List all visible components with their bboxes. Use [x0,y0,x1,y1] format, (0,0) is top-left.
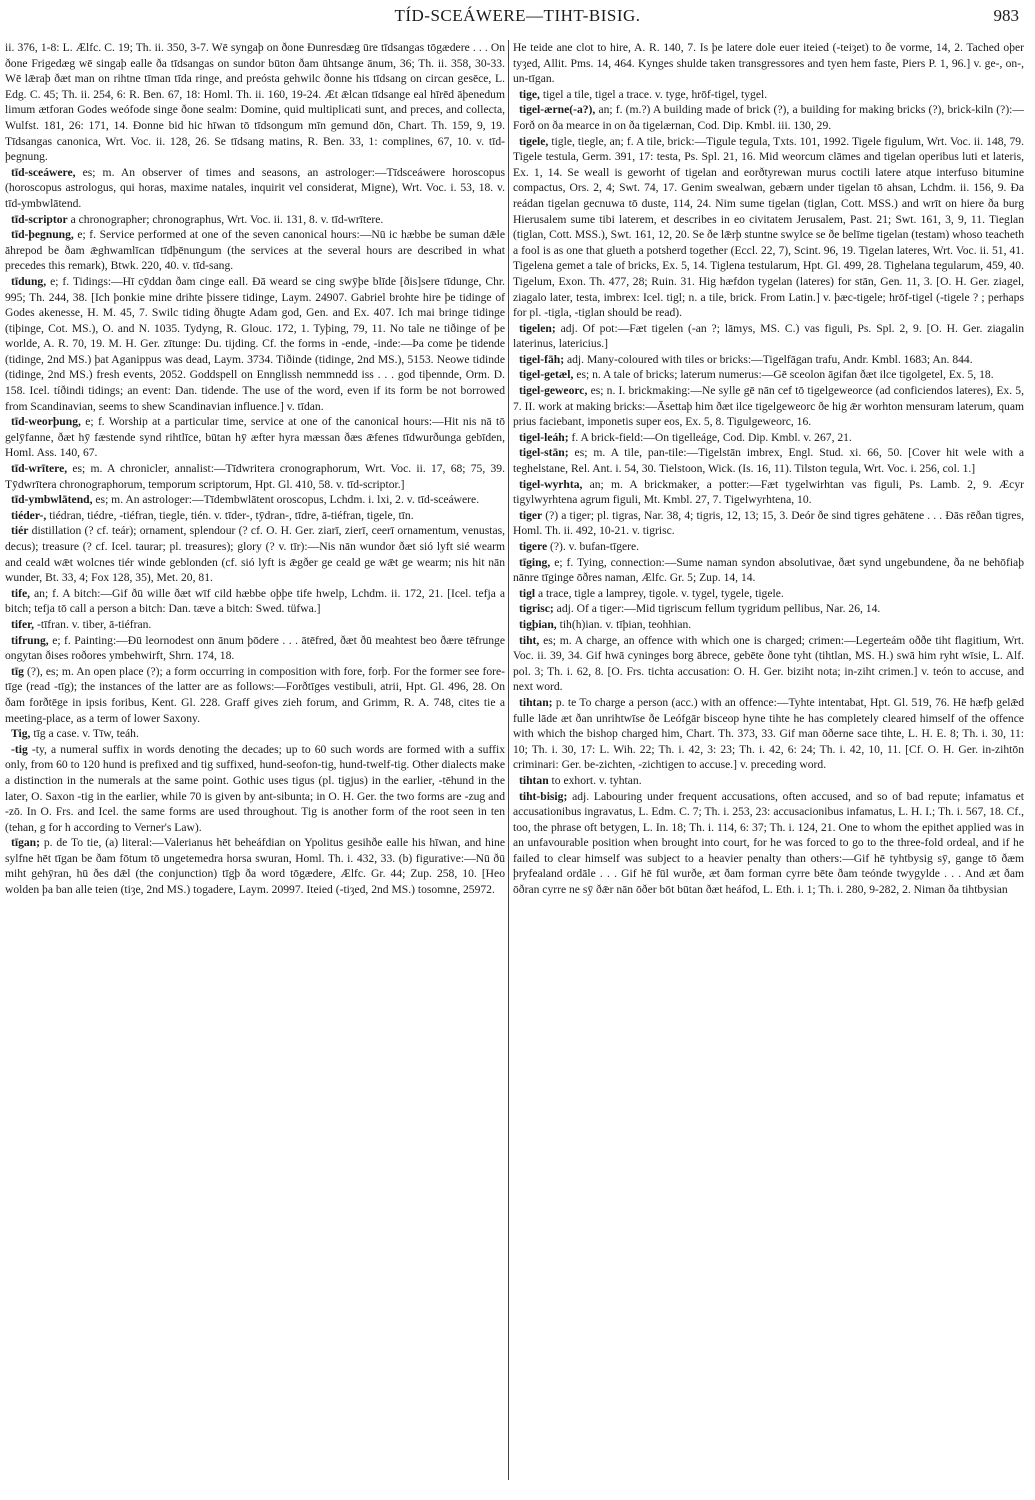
dictionary-entry [513,321,1024,352]
dictionary-entry [5,40,505,165]
page-number: 983 [993,6,1019,25]
entry-headword: tihtan [519,773,549,787]
entry-headword: tigþian, [519,617,557,631]
running-head: TÍD-SCEÁWERE—TIHT-BISIG. [394,6,641,25]
entry-headword: tigere [519,540,548,553]
dictionary-entry [5,274,505,414]
dictionary-entry [5,492,505,508]
entry-text: a trace, tigle a lamprey, tigole. v. tygel, tygele, tigele. [538,586,784,600]
dictionary-entry [5,212,505,228]
entry-headword: tiht, [519,633,540,647]
entry-text: ii. 376, 1-8: L. Ælfc. C. 19; Th. ii. 350, 3-7. Wē syngaþ on ðone Ðunresdæg ūre tīdsangas tōgædere . . . On ðone Frigedæg wē singaþ ealle ða tīdsangas on sundor būton ðam ūhtsange ānum, 36; Th. ii. 358, 30-33. Wē lǣraþ ðæt man on rihtne tīman tīda ringe, and preósta gehwilc ðonne his tīdsang on circan gesēce, L. Edg. C. 45; Th. ii. 254, 6: R. Ben. 67, 18: Homl. Th. ii. 160, 19-24. Æt ǣlcan tīdsange eal hīrēd āþenedum limum ætforan Godes weófode singe ðone sealm: Domine, quid multiplicati sunt, and preces, and collecta, Wulfst. 181, 26: 171, 14. Ðonne bid hic hīwan tō tīdsongum mīn gemund dōn, Chart. Th. 159, 9, 19. Tīdsangas canonica, Wrt. Voc. ii. 128, 26. Se tīdsang matins, R. Ben. 33, 1: complines, 67, 10. v. tīd-þegnung. [5,41,505,164]
entry-headword: tigel-ærne(-a?), [519,103,596,117]
entry-headword: tige, [519,87,540,101]
entry-text: -tīfran. v. tiber, ā-tiéfran. [36,617,152,631]
entry-text: e; f. Tidings:—Hī cȳddan ðam cinge eall. Ðā weard se cing swȳþe blīde [ðis]sere tīdunge, Chr. 995; Th. 244, 38. [Ich þonkie mine drihte þissere tidinge, Laym. 24907. Gabriel brohte hire þe tidinge of Godes akenesse, H. M. 45, 7. Swilc tiding ðhugte Adam god, Gen. and Ex. 407. Ich mai bringe tidinge (tiþinge, Cot. MS.), O. and N. 1035. Tydyng, R. Glouc. 172, 1. Tyþing, 79, 11. No tale ne tiðinge of þe worlde, A. R. 70, 19. M. H. Ger. zītunge: Du. tijding. Cf. the forms in -ende, -inde:—Þa come þe tidende (tidinge, 2nd MS.) þat Aganippus was dead, Laym. 3734. Tiðinde (tidinge, 2nd MS.), 5153. Neowe tidinde (tidinge, 2nd MS.) fresh events, 2052. Goddspell on Ennglissh nemmnedd iss . . . god tiþennde, Orm. D. 158. Icel. tíðindi tidings; an event: Dan. tidende. The use of the word, even if its form be not borrowed from Scandinavian, seems to shew Scandinavian influence.] v. tīdan. [5,274,505,413]
entry-text: (?). v. bufan-tīgere. [550,540,640,553]
entry-text: adj. Of a tiger:—Mid tigriscum fellum tygridum pellibus, Nar. 26, 14. [556,602,881,616]
entry-text: distillation (? cf. teár); ornament, splendour (? cf. O. H. Ger. ziarī, zierī, ceerī ornamentum, venustas, decus); treasure (? cf. Icel. taurar; pl. treasures); glory (? v. tīr):—Nis nān wundor ðæt sió lyft sié wearm and ceald wǣt wolcnes tiér winde geblonden (cf. sió lyft is ǣgðer ge ceald ge wǣt ge wearm; nis hit nān wunder, Bt. 33, 4; Fox 128, 35), Met. 20, 81. [5,524,505,585]
entry-text: (?) a tiger; pl. tigras, Nar. 38, 4; tigris, 12, 13; 15, 3. Deór ðe sind tigres gehātene . . . Ðās rēðan tigres, Homl. Th. ii. 492, 10-21. v. tigrisc. [513,508,1024,538]
entry-headword: Tig, [11,727,31,741]
entry-headword: tīd-wrītere, [11,462,68,476]
entry-text: tih(h)ian. v. tīþian, teohhian. [559,617,692,631]
entry-headword: tigel-getæl, [519,368,574,382]
dictionary-entry [513,633,1024,695]
entry-text: tigel a tile, tigel a trace. v. tyge, hrōf-tigel, tygel. [542,87,768,101]
entry-text: e; f. Tying, connection:—Sume naman syndon absolutivae, ðæt synd ungebundene, ða ne behōfiaþ nānre tīginge ōðres naman, Ælfc. Gr. 5; Zup. 14, 14. [513,555,1024,585]
entry-text: es; m. An observer of times and seasons, an astrologer:—Tīdsceáwere horoscopus (horoscopus astrologus, qui horas, maxime natales, inquirit vel considerat, Migne), Wrt. Voc. i. 53, 18. v. tīd-ymbwlātend. [5,165,505,210]
entry-text: e; f. Painting:—Ðū leornodest onn ānum þōdere . . . ātēfred, ðæt ðū meahtest beo ðære tēfrunge ongytan ðises roðores ymbehwirft, Shrn. 174, 18. [5,633,505,663]
entry-text: tīg a case. v. Tīw, teáh. [33,727,139,741]
entry-headword: tigel-fāh; [519,352,565,366]
dictionary-entry [513,586,1024,602]
entry-text: p. de To tie, (a) literal:—Valerianus hēt beheáfdian on Ypolitus gesihðe ealle his hīwan, and hine sylfne hēt tīgan be ðam fōtum tō ungetemedra horsa swuran, Homl. Th. i. 432, 33. (b) figurative:—Nū ðū miht gehȳran, hū ðes dǣl (the conjunction) tīgþ ða word tōgædere, Ælfc. Gr. 44; Zup. 258, 10. [Heo wolden þa ban alle teien (tiȝe, 2nd MS.) togadere, Laym. 20997. Iteied (-tiȝed, 2nd MS.) tosomne, 25972. [5,836,505,897]
dictionary-entry [513,383,1024,430]
entry-text: an; f. (m.?) A building made of brick (?), a building for making bricks (?), brick-kiln (?):—Forð on ða mearce in on ða tigelærnan, Cod. Dip. Kmbl. iii. 130, 29. [513,103,1024,132]
entry-text: adj. Many-coloured with tiles or bricks:—Tigelfāgan trafu, Andr. Kmbl. 1683; An. 844. [566,352,973,366]
entry-text: es; m. A tile, pan-tile:—Tigelstān imbrex, Engl. Stud. xi. 66, 50. [Cover hit wele with a teghelstane, Rel. Ant. i. 54, 30. Tielstoon, Wick. (Is. 16, 11). Tilston tegula, Wrt. Voc. i. 256, col. 1.] [513,446,1024,476]
entry-text: adj. Labouring under frequent accusations, often accused, and so of bad repute; infamatus et accusationibus ingravatus, L. Edm. C. 7; Th. i. 253, 23: accusacionibus infamatus, L. H. I.; Th. i. 567, 18. Cf., too, the phrase oft betygen, L. In. 18; Th. i. 114, 6: 37; Th. i. 124, 21. One to whom the epithet applied was in an unfavourable position when brought into court, for he was forced to go to the three-fold ordeal, and if he failed to clear himself was subject to a heavier penalty than others:—Gif hē tyhtbysig sȳ, gange tō ðæm þryfealand ordāle . . . Gif hē fūl wurðe, æt ðam forman cyrre bēte ðam teónde twygylde . . . And æt ðam ōðran cyrre ne sȳ ðǣr nān ōðer bōt būtan ðæt heáfod, L. Eth. i. 1; Th. i. 280, 9-282, 2. Niman ða tihtbysian [513,789,1024,897]
entry-headword: tigel-leáh; [519,430,569,444]
dictionary-entry [513,445,1024,476]
entry-headword: tīging, [519,555,551,569]
entry-headword: tigel-stān; [519,446,569,460]
dictionary-entry [513,430,1024,446]
dictionary-entry [513,134,1024,321]
entry-headword: tigl [519,586,536,600]
dictionary-entry [5,165,505,212]
entry-headword: tiger [519,508,543,522]
entry-text: e; f. Service performed at one of the seven canonical hours:—Nū ic hæbbe be suman dǣle āhrepod be ðam ǣghwamlīcan tīdþēnungum (the services at the several hours are described in what precedes this remark), Btwk. 220, 40. v. tīd-sang. [5,228,505,273]
dictionary-entry [513,773,1024,789]
dictionary-entry [513,87,1024,103]
dictionary-entry [5,742,505,836]
entry-headword: tigelen; [519,321,556,335]
entry-text: e; f. Worship at a particular time, service at one of the canonical hours:—Hit nis nā tō gelȳfanne, ðæt hȳ fæstende synd rihtlīce, būtan hȳ æfter hyra mæssan ðæs ǣfenes tīdwurðunga gebīden, Homl. Ass. 140, 67. [5,415,505,460]
dictionary-entry [513,367,1024,383]
dictionary-entry [513,617,1024,633]
entry-headword: tigel-wyrhta, [519,477,583,491]
dictionary-entry [5,461,505,492]
dictionary-entry [5,617,505,633]
dictionary-entry [513,352,1024,368]
entry-headword: tigele, [519,134,549,148]
entry-text: -ty, a numeral suffix in words denoting the decades; up to 60 such words are formed with a suffix only, from 60 to 120 hund is prefixed and tig suffixed, hund-seofon-tig, hund-twelf-tig. Other dialects make a distinction in the numerals at the same point. Gothic uses tigus (pl. tigjus) in the earlier, -tēhund in the later, O. Saxon -tig in the earlier, while 70 is given by ant-sibunta; in O. H. Ger. the two forms are -zug and -zō. In O. Frs. and Icel. the same forms are used throughout. Tig is another form of the root seen in ten (tehan, g for h according to Verner's Law). [5,742,505,834]
dictionary-entry [513,508,1024,539]
entry-text: an; m. A brickmaker, a potter:—Fæt tygelwirhtan vas figuli, Ps. Lamb. 2, 9. Æcyr tigylwyrhtena agrum figuli, Mt. Kmbl. 27, 7. Tigelwyrhtena, 10. [513,477,1024,507]
entry-text: f. A brick-field:—On tigelleáge, Cod. Dip. Kmbl. v. 267, 21. [571,430,852,444]
dictionary-entry [513,102,1024,133]
entry-headword: tiéder-, [11,508,47,522]
entry-headword: tīg [11,664,24,678]
entry-text: (?), es; m. An open place (?); a form occurring in composition with fore, forþ. For the former see fore-tīge (read -tīg); the instances of the latter are as follows:—Forðtīges vestibuli, atrii, Hpt. Gl. 496, 28. On ðam forðtēge in ipsis foribus, Kent. Gl. 228. Graff gives zieh forum, and Grimm, R. A. 748, cites tie a meeting-place, as a term of lower Saxony. [5,664,505,725]
right-column [513,40,1024,1490]
dictionary-entry [513,789,1024,898]
entry-text: adj. Of pot:—Fæt tigelen (-an ?; lāmys, MS. C.) vas figuli, Ps. Spl. 2, 9. [O. H. Ger. ziagalin laterinus, latericius.] [513,321,1024,351]
entry-headword: tīdung, [11,274,47,288]
entry-headword: -tig [11,742,28,756]
entry-text: He teide ane clot to hire, A. R. 140, 7. Is þe latere dole euer iteied (-teiȝet) to ðe vorme, 14, 2. Tached oþer tyȝed, Allit. Pms. 14, 464. Kynges shulde taken transgressores and tyen hem faste, Piers P. 1, 96.] v. ge-, on-, un-tīgan. [513,41,1024,86]
left-column [5,40,505,1490]
entry-headword: tigrisc; [519,602,554,616]
dictionary-entry [5,523,505,585]
column-divider [508,40,509,1480]
entry-text: to exhort. v. tyhtan. [551,773,642,787]
entry-headword: tihtan; [519,695,553,709]
dictionary-entry [513,695,1024,773]
entry-headword: tiér [11,524,29,538]
entry-text: es; m. A chronicler, annalist:—Tīdwritera cronographorum, Wrt. Voc. ii. 17, 68; 75, 39. Tȳdwrītera chronographorum, temporum scriptorum, Hpt. Gl. 410, 58. v. tīd-scriptor.] [5,462,505,491]
dictionary-entry [5,508,505,524]
entry-headword: tiht-bisig; [519,789,568,803]
dictionary-entry [5,835,505,897]
entry-text: tigle, tiegle, an; f. A tile, brick:—Tigule tegula, Txts. 101, 1992. Tigele figulum, Wrt. Voc. ii. 148, 79. Tigele testula, Germ. 391, 17: testa, Ps. Spl. 21, 16. Mid weorcum clāmes and tigelan operibus luti et lateris, Ex. 1, 14. Se weall is geworht of tigelan and eorðtyrewan murus coctili latere atque interfuso bitumine compactus, Ors. 2, 4; Swt. 74, 17. Genim swealwan, gebærn under tigelan tō ahsan, Lchdm. ii. 156, 9. Ða reádan tigelan gecnuwa tō duste, 114, 24. Nim sume tigelan (tiglan, Cott. MSS.) and wrīt on hiere ða burg Hierusalem sume tibi laterem, et describes in eo civitatem Jerusalem, Past. 21; Swt. 161, 3, 9, 11. Tieglan (tiglan, Cott. MSS.), Swt. 161, 12, 20. Se ðe lǣrþ stuntne swylce se ðe belīme tigelan (testam) whoso teacheth a fool is as one that glueth a potsherd together (Eccl. 22, 7), Scint. 96, 19. Tigelan lateres, Wrt. Voc. ii. 51, 41. Tigelena gemet a tale of bricks, Ex. 5, 14. Tiglena testularum, Hpt. Gl. 499, 28. Tighelana tegularum, 459, 40. Tigelum, Exon. Th. 477, 28; Ruin. 31. Hig hæfdon tygelan (lateres) for stān, Gen. 11, 3. [O. H. Ger. ziagel, ziagalo later, testa, imbrex: Icel. tigl; n. a tile, brick. From Latin.] v. þæc-tigele; hrōf-tigel (-tigele ? ; perhaps for pl. -tigla, -tiglan should be read). [513,134,1024,320]
entry-text: es; n. I. brickmaking:—Ne sylle gē nān cef tō tigelgeweorce (ad conficiendos lateres), Ex. 5, 7. II. work at making bricks:—Āsettaþ him ðæt ilce tigelgeweorc ðe hig ǣr worhton mensuram laterum, quam prius faciebant, imponetis super eos, Ex. 5, 8. Tigulgeweorc, 16. [513,384,1024,429]
entry-text: a chronographer; chronographus, Wrt. Voc. ii. 131, 8. v. tīd-wrītere. [70,212,384,226]
entry-headword: tīd-ymbwlātend, [11,493,93,507]
dictionary-entry [513,601,1024,617]
entry-text: es; n. A tale of bricks; laterum numerus:—Gē sceolon āgifan ðæt ilce tigolgetel, Ex. 5, 18. [576,368,994,382]
dictionary-entry [513,477,1024,508]
entry-headword: tīd-þegnung, [11,228,74,242]
dictionary-entry [513,555,1024,586]
dictionary-entry [5,227,505,274]
dictionary-entry [5,664,505,726]
entry-text: p. te To charge a person (acc.) with an offence:—Tyhte intentabat, Hpt. Gl. 519, 76. Hē hæfþ gelǣd fulle lāde æt ðan unrihtwīse ðe Leófgār bisceop hyne tihte he has completely cleared himself of the offence with which the bishop charged him, Chart. Th. 373, 33. Gif man ōðerne sace tihte, L. H. E. 8; Th. i. 30, 11: 10; Th. i. 30, 17: L. Wih. 22; Th. i. 42, 3: 23; Th. i. 42, 6: 24; Th. i. 42, 10, 11. [Cf. O. H. Ger. in-zihtōn criminari: Ger. be-zichten, -zichtigen to accuse.] v. preceding word. [513,695,1024,772]
entry-text: an; f. A bitch:—Gif ðū wille ðæt wīf cild hæbbe oþþe tife hwelp, Lchdm. ii. 172, 21. [Icel. tefja a bitch; tefja tō call a person a bitch: Dan. tæve a bitch: Swed. tüfwa.] [5,586,505,616]
dictionary-entry [5,633,505,664]
dictionary-entry [5,726,505,742]
entry-text: tiédran, tiédre, -tiéfran, tiegle, tién. v. tīder-, tȳdran-, tīdre, ā-tiéfran, tigele, tīn. [49,508,414,522]
page-header [0,4,1035,30]
dictionary-entry [5,414,505,461]
entry-headword: tife, [11,586,30,600]
dictionary-entry [513,40,1024,87]
entry-text: es; m. A charge, an offence with which one is charged; crimen:—Legerteám oððe tiht flagitium, Wrt. Voc. ii. 39, 34. Gif hwā cyninges borg ābrece, gebēte ðone tyht (tihtlan, MS. H.) swā him ryht wīsie, L. Alf. pol. 3; Th. i. 62, 8. [O. Frs. tichta accusation: O. H. Ger. biziht nota; in-ziht crimen.] v. teón to accuse, and next word. [513,633,1024,694]
entry-headword: tifer, [11,617,35,631]
entry-headword: tīgan; [11,836,40,850]
dictionary-entry [5,586,505,617]
entry-headword: tīd-sceáwere, [11,165,76,179]
entry-headword: tigel-geweorc, [519,384,588,398]
entry-text: es; m. An astrologer:—Tīdembwlātent oroscopus, Lchdm. i. lxi, 2. v. tīd-sceáwere. [95,493,480,507]
entry-headword: tīd-weorþung, [11,415,81,429]
entry-headword: tifrung, [11,633,49,647]
entry-headword: tīd-scriptor [11,212,68,226]
dictionary-entry [513,539,1024,555]
